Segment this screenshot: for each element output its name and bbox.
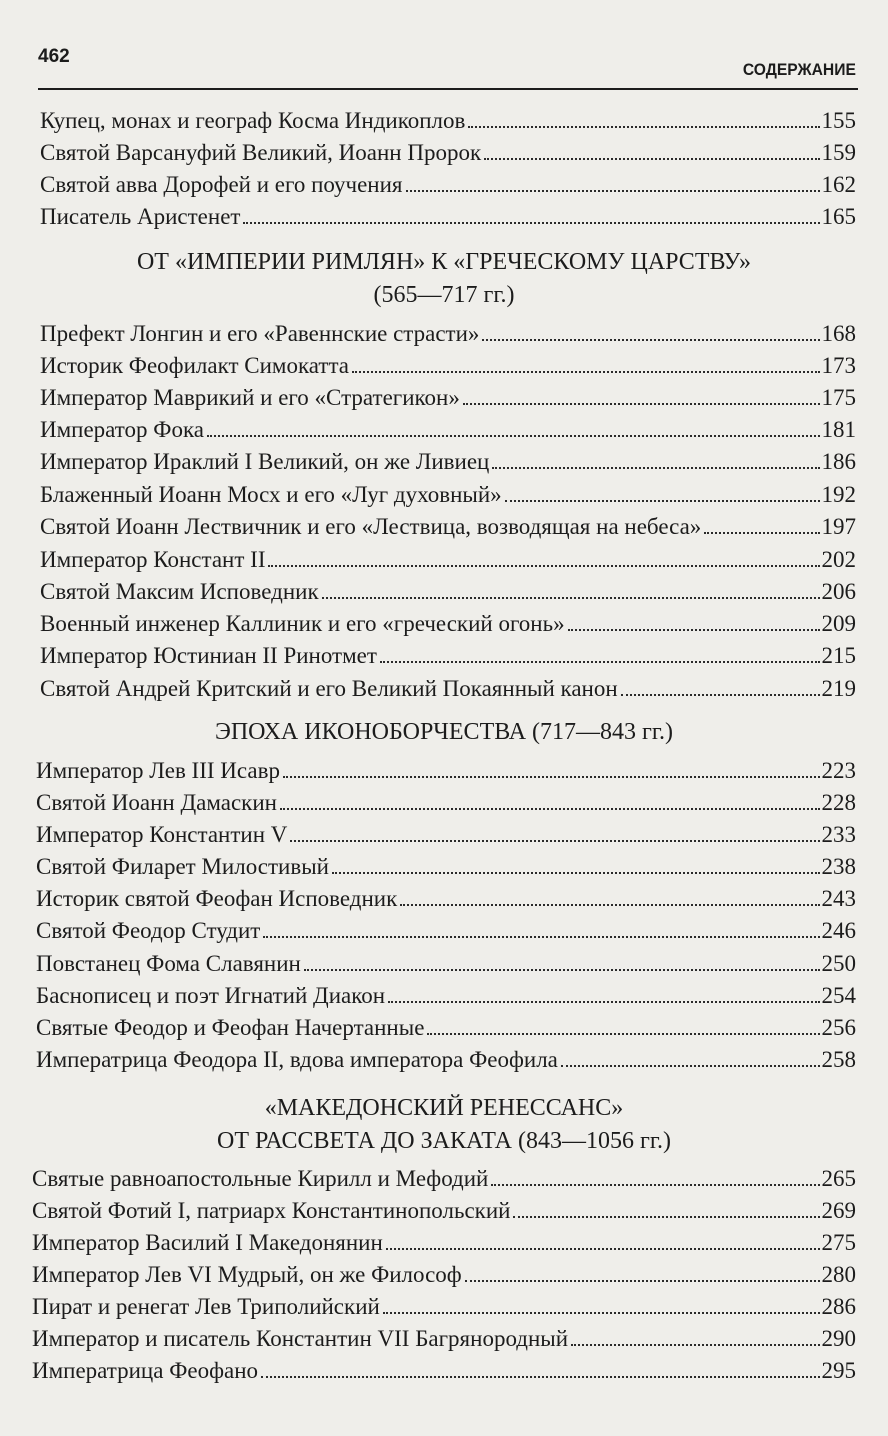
entry-page-number: 223 bbox=[821, 758, 856, 783]
entry-page-number: 246 bbox=[821, 918, 856, 943]
entry-page-number: 159 bbox=[821, 140, 856, 165]
entry-title: Император Лев III Исавр bbox=[36, 758, 280, 783]
entry-page-number: 162 bbox=[821, 172, 856, 197]
entry-page-number: 202 bbox=[821, 547, 856, 572]
toc-entry bbox=[32, 1165, 856, 1195]
toc-entry bbox=[40, 320, 856, 350]
entry-page-number: 280 bbox=[821, 1262, 856, 1287]
entry-page-number: 173 bbox=[821, 353, 856, 378]
entry-title: Святой Варсануфий Великий, Иоанн Пророк bbox=[40, 140, 482, 165]
header-rule bbox=[38, 88, 858, 90]
toc-entry bbox=[36, 917, 856, 947]
dot-leader bbox=[388, 1001, 819, 1003]
section-heading: (565—717 гг.) bbox=[373, 282, 515, 308]
entry-title: Святой Андрей Критский и его Великий Покаянный канон bbox=[40, 676, 618, 701]
dot-leader bbox=[322, 597, 820, 599]
entry-title: Префект Лонгин и его «Равеннские страсти» bbox=[40, 321, 480, 346]
entry-title: Купец, монах и географ Косма Индикоплов bbox=[40, 108, 466, 133]
entry-title: Историк святой Феофан Исповедник bbox=[36, 886, 398, 911]
toc-entry bbox=[40, 481, 856, 511]
entry-title: Святой Иоанн Дамаскин bbox=[36, 790, 277, 815]
dot-leader bbox=[704, 532, 819, 534]
dot-leader bbox=[383, 1312, 820, 1314]
entry-page-number: 215 bbox=[821, 643, 856, 668]
toc-entry bbox=[36, 821, 856, 851]
toc-entry bbox=[32, 1229, 856, 1259]
entry-title: Императрица Феодора II, вдова императора Феофила bbox=[36, 1047, 558, 1072]
entry-title: Святой Максим Исповедник bbox=[40, 579, 319, 604]
entry-page-number: 250 bbox=[821, 951, 856, 976]
dot-leader bbox=[386, 1248, 820, 1250]
toc-entry bbox=[40, 448, 856, 478]
entry-title: Император Маврикий и его «Стратегикон» bbox=[40, 385, 460, 410]
running-title: СОДЕРЖАНИЕ bbox=[742, 60, 856, 79]
toc-entry bbox=[40, 384, 856, 414]
dot-leader bbox=[406, 190, 820, 192]
entry-title: Император и писатель Константин VII Багрянородный bbox=[32, 1326, 569, 1351]
dot-leader bbox=[492, 467, 819, 469]
entry-page-number: 181 bbox=[821, 417, 856, 442]
entry-title: Святые Феодор и Феофан Начертанные bbox=[36, 1015, 425, 1040]
toc-entry bbox=[40, 416, 856, 446]
section-heading: «МАКЕДОНСКИЙ РЕНЕССАНС» bbox=[264, 1095, 624, 1121]
toc-entry bbox=[40, 513, 856, 543]
dot-leader bbox=[465, 1280, 820, 1282]
entry-page-number: 228 bbox=[821, 790, 856, 815]
dot-leader bbox=[280, 808, 820, 810]
entry-title: Император Юстиниан II Ринотмет bbox=[40, 643, 377, 668]
entry-title: Блаженный Иоанн Мосх и его «Луг духовный» bbox=[40, 482, 502, 507]
toc-entry bbox=[40, 171, 856, 201]
entry-title: Святые равноапостольные Кирилл и Мефодий bbox=[32, 1166, 489, 1191]
page-number: 462 bbox=[38, 46, 70, 67]
dot-leader bbox=[400, 904, 819, 906]
toc-entry bbox=[32, 1325, 856, 1355]
entry-title: Повстанец Фома Славянин bbox=[36, 951, 301, 976]
toc-entry bbox=[36, 1014, 856, 1044]
toc-entry bbox=[32, 1357, 856, 1387]
dot-leader bbox=[513, 1216, 819, 1218]
entry-page-number: 265 bbox=[821, 1166, 856, 1191]
dot-leader bbox=[468, 126, 819, 128]
dot-leader bbox=[380, 661, 820, 663]
entry-page-number: 175 bbox=[821, 385, 856, 410]
entry-title: Император Лев VI Мудрый, он же Философ bbox=[32, 1262, 462, 1287]
dot-leader bbox=[243, 222, 819, 224]
toc-entry bbox=[40, 546, 856, 576]
dot-leader bbox=[484, 158, 819, 160]
section-heading: ЭПОХА ИКОНОБОРЧЕСТВА (717—843 гг.) bbox=[214, 719, 674, 745]
section-heading: ОТ РАССВЕТА ДО ЗАКАТА (843—1056 гг.) bbox=[217, 1128, 671, 1154]
entry-page-number: 197 bbox=[821, 514, 856, 539]
toc-entry bbox=[36, 757, 856, 787]
entry-page-number: 155 bbox=[821, 108, 856, 133]
entry-title: Император Фока bbox=[40, 417, 204, 442]
dot-leader bbox=[290, 840, 819, 842]
entry-page-number: 243 bbox=[821, 886, 856, 911]
toc-entry bbox=[32, 1197, 856, 1227]
dot-leader bbox=[491, 1184, 819, 1186]
entry-title: Император Константин V bbox=[36, 822, 288, 847]
dot-leader bbox=[207, 435, 820, 437]
entry-page-number: 238 bbox=[821, 854, 856, 879]
page-header bbox=[38, 44, 856, 82]
dot-leader bbox=[268, 565, 819, 567]
entry-page-number: 186 bbox=[821, 449, 856, 474]
entry-page-number: 295 bbox=[821, 1358, 856, 1383]
toc-entry bbox=[40, 352, 856, 382]
toc-entry bbox=[32, 1293, 856, 1323]
entry-page-number: 219 bbox=[821, 676, 856, 701]
entry-title: Святой Филарет Милостивый bbox=[36, 854, 329, 879]
dot-leader bbox=[261, 1376, 819, 1378]
toc-entry bbox=[36, 853, 856, 883]
toc-entry bbox=[40, 578, 856, 608]
toc-entry bbox=[40, 675, 856, 705]
toc-entry bbox=[40, 107, 856, 137]
entry-title: Писатель Аристенет bbox=[40, 204, 241, 229]
entry-page-number: 206 bbox=[821, 579, 856, 604]
toc-entry bbox=[40, 203, 856, 233]
entry-title: Святой Феодор Студит bbox=[36, 918, 261, 943]
entry-page-number: 209 bbox=[821, 611, 856, 636]
toc-entry bbox=[32, 1261, 856, 1291]
entry-title: Император Ираклий I Великий, он же Ливиец bbox=[40, 449, 490, 474]
entry-page-number: 256 bbox=[821, 1015, 856, 1040]
toc-entry bbox=[36, 982, 856, 1012]
entry-page-number: 258 bbox=[821, 1047, 856, 1072]
section-heading: ОТ «ИМПЕРИИ РИМЛЯН» К «ГРЕЧЕСКОМУ ЦАРСТВУ» bbox=[136, 249, 752, 275]
entry-page-number: 275 bbox=[821, 1230, 856, 1255]
entry-page-number: 233 bbox=[821, 822, 856, 847]
dot-leader bbox=[304, 969, 820, 971]
dot-leader bbox=[482, 339, 819, 341]
entry-page-number: 192 bbox=[821, 482, 856, 507]
entry-page-number: 269 bbox=[821, 1198, 856, 1223]
dot-leader bbox=[571, 1344, 819, 1346]
entry-page-number: 165 bbox=[821, 204, 856, 229]
dot-leader bbox=[568, 629, 820, 631]
dot-leader bbox=[352, 371, 820, 373]
entry-title: Военный инженер Каллиник и его «греческий огонь» bbox=[40, 611, 565, 636]
toc-entry bbox=[36, 789, 856, 819]
dot-leader bbox=[621, 694, 820, 696]
dot-leader bbox=[505, 500, 820, 502]
dot-leader bbox=[427, 1033, 819, 1035]
entry-title: Святой авва Дорофей и его поучения bbox=[40, 172, 403, 197]
toc-entry bbox=[36, 950, 856, 980]
dot-leader bbox=[332, 872, 820, 874]
entry-title: Император Василий I Македонянин bbox=[32, 1230, 383, 1255]
entry-page-number: 254 bbox=[821, 983, 856, 1008]
entry-title: Историк Феофилакт Симокатта bbox=[40, 353, 349, 378]
dot-leader bbox=[463, 403, 820, 405]
entry-title: Пират и ренегат Лев Триполийский bbox=[32, 1294, 380, 1319]
entry-page-number: 286 bbox=[821, 1294, 856, 1319]
entry-title: Император Констант II bbox=[40, 547, 266, 572]
entry-title: Святой Иоанн Лествичник и его «Лествица, возводящая на небеса» bbox=[40, 514, 702, 539]
toc-entry bbox=[36, 885, 856, 915]
toc-entry bbox=[40, 642, 856, 672]
dot-leader bbox=[283, 776, 820, 778]
entry-title: Императрица Феофано bbox=[32, 1358, 259, 1383]
entry-title: Баснописец и поэт Игнатий Диакон bbox=[36, 983, 386, 1008]
toc-entry bbox=[40, 610, 856, 640]
entry-page-number: 168 bbox=[821, 321, 856, 346]
entry-page-number: 290 bbox=[821, 1326, 856, 1351]
toc-entry bbox=[36, 1046, 856, 1076]
toc-entry bbox=[40, 139, 856, 169]
dot-leader bbox=[263, 936, 819, 938]
dot-leader bbox=[561, 1065, 820, 1067]
entry-title: Святой Фотий I, патриарх Константинопольский bbox=[32, 1198, 511, 1223]
